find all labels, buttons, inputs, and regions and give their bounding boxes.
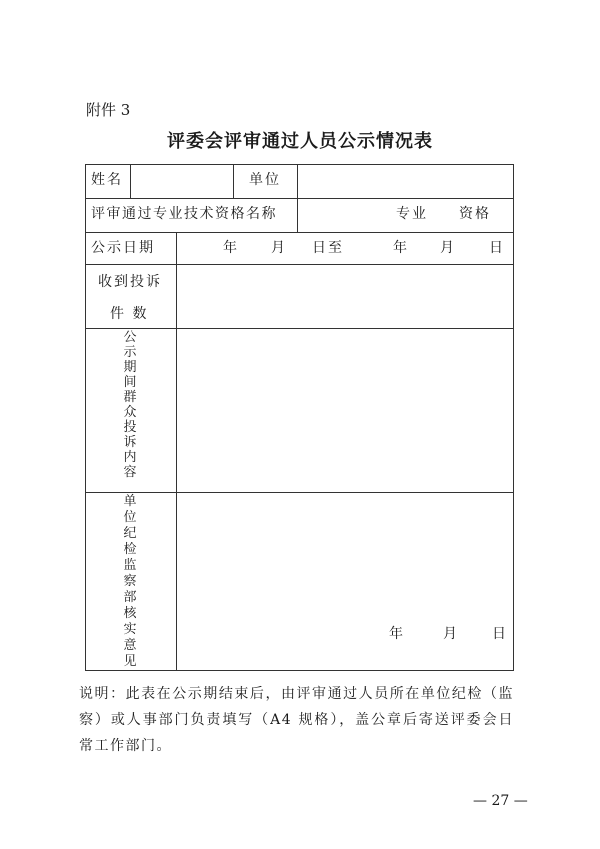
unit-label: 单位 bbox=[249, 172, 281, 188]
period-end-year: 年 bbox=[393, 240, 409, 256]
row-divider bbox=[85, 328, 514, 329]
sign-year: 年 bbox=[389, 626, 405, 642]
table-border-top bbox=[85, 164, 514, 165]
complaints-content-label: 公示期间群众投诉内容 bbox=[123, 330, 137, 480]
table-border-left bbox=[85, 164, 86, 671]
sign-month: 月 bbox=[443, 626, 459, 642]
row-divider bbox=[85, 264, 514, 265]
table-border-bottom bbox=[85, 670, 514, 671]
verification-label: 单位纪检监察部核实意见 bbox=[123, 494, 137, 669]
form-note: 说明：此表在公示期结束后，由评审通过人员所在单位纪检（监察）或人事部门负责填写（A4 规格），盖公章后寄送评委会日常工作部门。 bbox=[79, 686, 514, 754]
form-title: 评委会评审通过人员公示情况表 bbox=[167, 131, 433, 152]
column-divider bbox=[297, 164, 298, 198]
column-divider bbox=[297, 198, 298, 232]
page-number: — 27 — bbox=[473, 793, 528, 809]
complaints-count-label: 收到投诉 bbox=[98, 274, 162, 290]
period-label: 公示日期 bbox=[91, 240, 155, 256]
period-end-month: 月 bbox=[440, 240, 456, 256]
column-divider bbox=[130, 164, 131, 198]
row-divider bbox=[85, 198, 514, 199]
period-start-year: 年 bbox=[223, 240, 239, 256]
name-label: 姓名 bbox=[91, 172, 123, 188]
period-start-month: 月 bbox=[271, 240, 287, 256]
table-border-right bbox=[513, 164, 514, 671]
attachment-label: 附件 3 bbox=[86, 101, 131, 119]
major-word: 专业 bbox=[396, 206, 428, 222]
row-divider bbox=[85, 492, 514, 493]
column-divider bbox=[233, 164, 234, 198]
sign-day: 日 bbox=[492, 626, 508, 642]
row-divider bbox=[85, 232, 514, 233]
column-divider bbox=[176, 232, 177, 671]
complaints-count-label-2: 件 数 bbox=[110, 306, 149, 322]
publicity-form-table bbox=[85, 164, 514, 671]
period-day-to: 日至 bbox=[312, 240, 344, 256]
qualification-word: 资格 bbox=[459, 206, 491, 222]
qualification-label: 评审通过专业技术资格名称 bbox=[91, 206, 277, 222]
period-end-day: 日 bbox=[489, 240, 505, 256]
